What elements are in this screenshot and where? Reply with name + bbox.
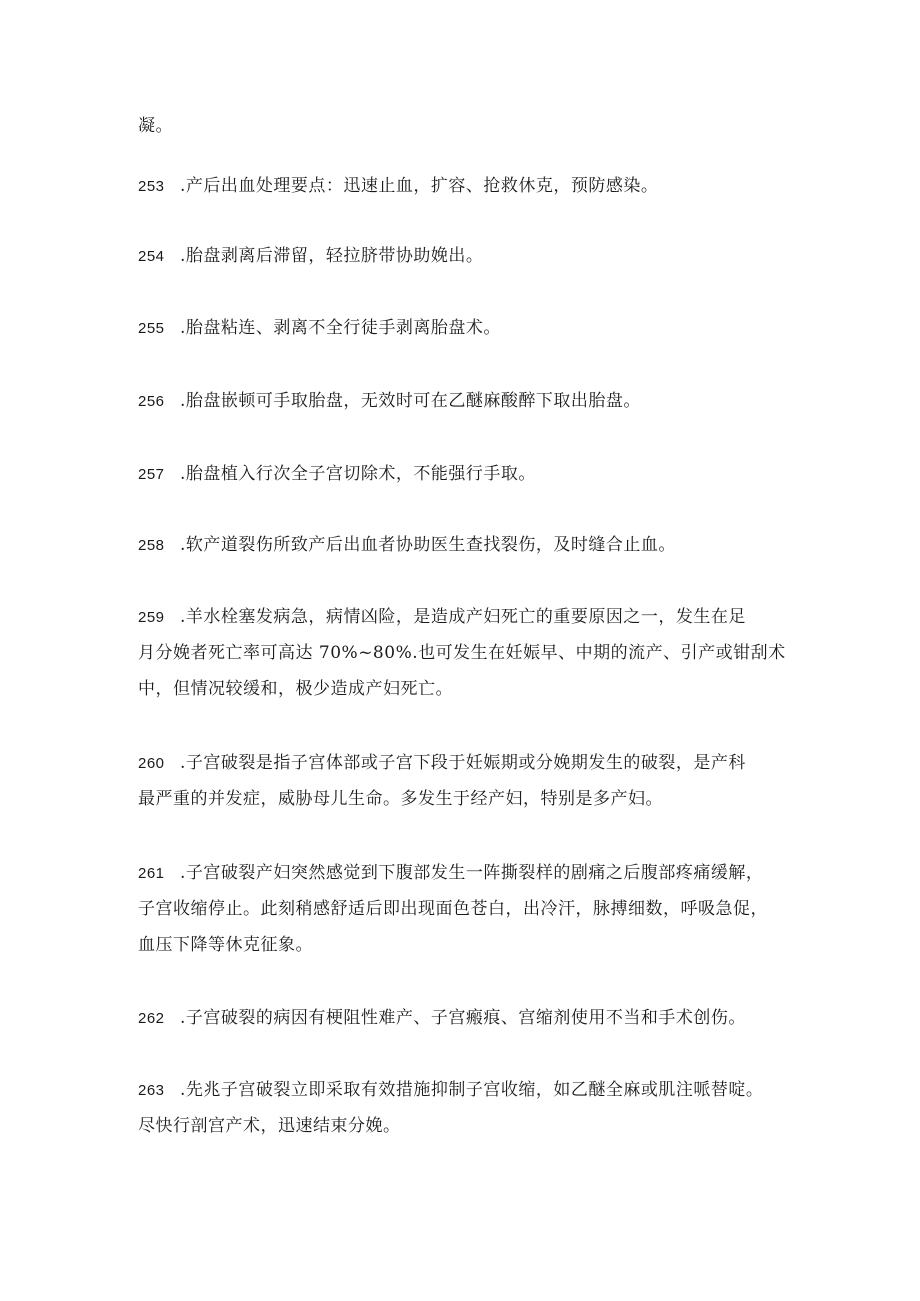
item-number: 263 bbox=[138, 1082, 165, 1099]
list-item bbox=[138, 310, 501, 347]
text-line bbox=[138, 671, 453, 707]
text-line bbox=[138, 891, 768, 927]
list-item bbox=[138, 527, 676, 564]
item-text: .胎盘剥离后滞留，轻拉脐带协助娩出。 bbox=[180, 246, 484, 266]
item-text: .羊水栓塞发病急，病情凶险，是造成产妇死亡的重要原因之一，发生在足 bbox=[180, 607, 746, 627]
list-item bbox=[138, 238, 483, 275]
item-text: .产后出血处理要点：迅速止血，扩容、抢救休克，预防感染。 bbox=[180, 176, 659, 196]
list-item bbox=[138, 745, 746, 782]
item-text: .子宫破裂产妇突然感觉到下腹部发生一阵撕裂样的剧痛之后腹部疼痛缓解， bbox=[180, 863, 764, 883]
item-text-continued: 月分娩者死亡率可高达 70%~80%.也可发生在妊娠早、中期的流产、引产或钳刮术 bbox=[138, 643, 786, 663]
item-text: .先兆子宫破裂立即采取有效措施抑制子宫收缩，如乙醚全麻或肌注哌替啶。 bbox=[180, 1080, 764, 1100]
list-item bbox=[138, 383, 641, 420]
text-line bbox=[138, 781, 663, 817]
list-item bbox=[138, 168, 658, 205]
item-number: 254 bbox=[138, 248, 165, 265]
list-item bbox=[138, 1000, 746, 1037]
text-line bbox=[138, 1108, 401, 1144]
item-number: 255 bbox=[138, 320, 165, 337]
item-text: .子宫破裂是指子宫体部或子宫下段于妊娠期或分娩期发生的破裂，是产科 bbox=[180, 753, 746, 773]
item-number: 262 bbox=[138, 1010, 165, 1027]
item-text: .胎盘嵌顿可手取胎盘，无效时可在乙醚麻酸醉下取出胎盘。 bbox=[180, 391, 641, 411]
text-line bbox=[138, 635, 786, 671]
item-text-continued: 最严重的并发症，威胁母儿生命。多发生于经产妇，特别是多产妇。 bbox=[138, 789, 663, 809]
item-text: .胎盘植入行次全子宫切除术，不能强行手取。 bbox=[180, 464, 536, 484]
text-line bbox=[138, 108, 173, 144]
item-number: 258 bbox=[138, 537, 165, 554]
list-item bbox=[138, 599, 746, 636]
list-item bbox=[138, 1072, 763, 1109]
item-number: 257 bbox=[138, 466, 165, 483]
item-text-continued: 子宫收缩停止。此刻稍感舒适后即出现面色苍白，出冷汗，脉搏细数，呼吸急促， bbox=[138, 899, 768, 919]
item-text-continued: 尽快行剖宫产术，迅速结束分娩。 bbox=[138, 1116, 401, 1136]
item-text-continued: 中，但情况较缓和，极少造成产妇死亡。 bbox=[138, 679, 453, 699]
item-number: 259 bbox=[138, 609, 165, 626]
line-text: 凝。 bbox=[138, 116, 173, 136]
list-item bbox=[138, 456, 536, 493]
item-number: 260 bbox=[138, 755, 165, 772]
item-text-continued: 血压下降等休克征象。 bbox=[138, 935, 313, 955]
item-number: 253 bbox=[138, 178, 165, 195]
text-line bbox=[138, 927, 313, 963]
item-number: 256 bbox=[138, 393, 165, 410]
list-item bbox=[138, 855, 763, 892]
item-text: .软产道裂伤所致产后出血者协助医生查找裂伤，及时缝合止血。 bbox=[180, 535, 676, 555]
item-text: .子宫破裂的病因有梗阻性难产、子宫瘢痕、宫缩剂使用不当和手术创伤。 bbox=[180, 1008, 746, 1028]
item-text: .胎盘粘连、剥离不全行徒手剥离胎盘术。 bbox=[180, 318, 501, 338]
item-number: 261 bbox=[138, 865, 165, 882]
